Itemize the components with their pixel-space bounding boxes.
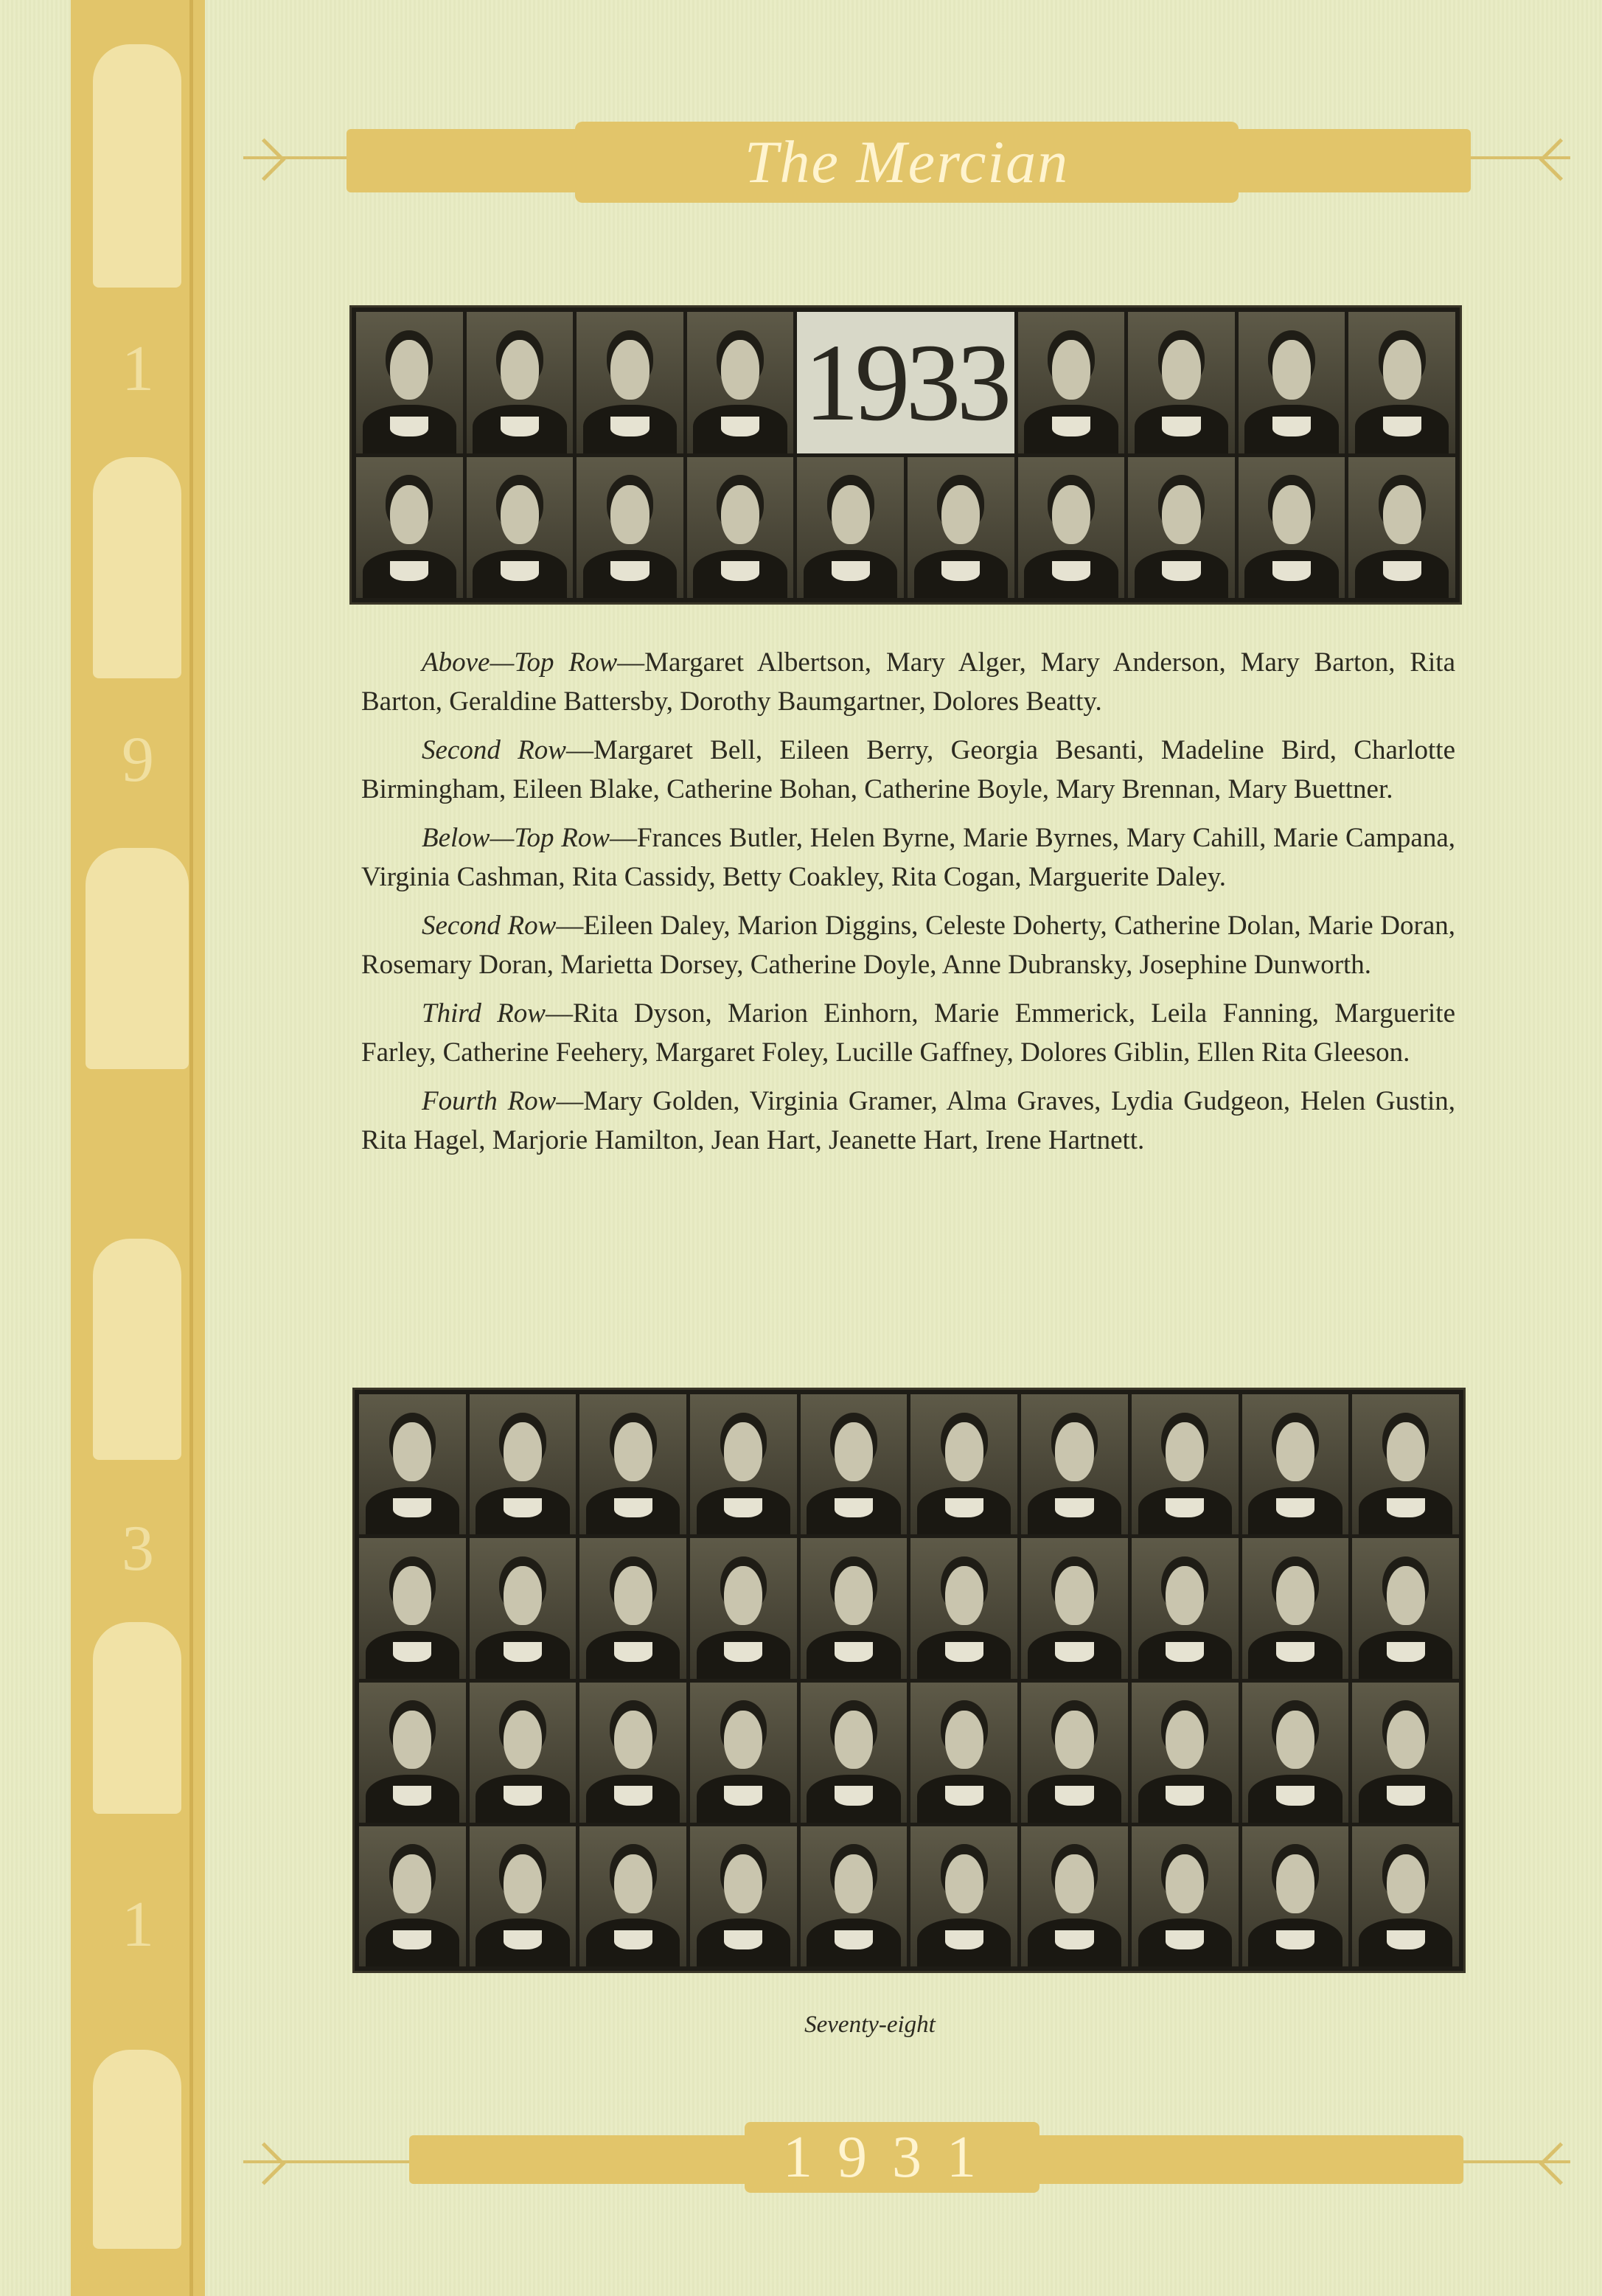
- caption-names: —Mary Golden, Virginia Gramer, Alma Graves, Lydia Gudgeon, Helen Gustin, Rita Hagel, Marjorie Hamilton, Jean Hart, Jeanette Hart, Irene Hartnett.: [361, 1086, 1455, 1155]
- portrait: [359, 1683, 466, 1823]
- caption-names: —Margaret Bell, Eileen Berry, Georgia Besanti, Madeline Bird, Charlotte Birmingham, Eileen Blake, Catherine Bohan, Catherine Boyle, Mary Brennan, Mary Buettner.: [361, 735, 1455, 804]
- caption-paragraph: [361, 906, 1455, 984]
- border-digit-3: 3: [122, 1513, 154, 1584]
- kneeling-figure: [93, 2050, 181, 2249]
- portrait: [801, 1826, 908, 1966]
- portrait: [1132, 1826, 1239, 1966]
- portrait: [470, 1683, 577, 1823]
- portrait: [801, 1394, 908, 1534]
- portrait: [1352, 1683, 1459, 1823]
- border-digit-4: 1: [122, 1889, 154, 1961]
- class-year-label: 1933: [797, 312, 1014, 453]
- portrait: [1348, 457, 1455, 599]
- caption-names: —Frances Butler, Helen Byrne, Marie Byrnes, Mary Cahill, Marie Campana, Virginia Cashman, Rita Cassidy, Betty Coakley, Rita Cogan, Marguerite Daley.: [361, 823, 1456, 892]
- portrait: [470, 1394, 577, 1534]
- portrait: [910, 1826, 1017, 1966]
- portrait: [1021, 1538, 1128, 1678]
- caption-label: Second Row: [422, 735, 566, 765]
- portrait: [687, 312, 794, 453]
- header-right-arrow-icon: [1539, 139, 1582, 181]
- portrait: [910, 1683, 1017, 1823]
- portrait: [690, 1538, 797, 1678]
- portrait: [1239, 312, 1345, 453]
- portrait: [359, 1394, 466, 1534]
- portrait: [690, 1683, 797, 1823]
- portrait: [579, 1538, 686, 1678]
- portrait: [690, 1826, 797, 1966]
- portrait: [356, 457, 463, 599]
- portrait: [1021, 1826, 1128, 1966]
- portrait: [687, 457, 794, 599]
- caption-names: —Rita Dyson, Marion Einhorn, Marie Emmerick, Leila Fanning, Marguerite Farley, Catherine Feehery, Margaret Foley, Lucille Gaffney, Dolores Giblin, Ellen Rita Gleeson.: [361, 998, 1456, 1068]
- portrait: [801, 1538, 908, 1678]
- portrait: [1021, 1394, 1128, 1534]
- portrait: [579, 1394, 686, 1534]
- portrait: [1242, 1538, 1349, 1678]
- page-number: Seventy-eight: [804, 2011, 936, 2038]
- page-title: The Mercian: [575, 122, 1239, 203]
- caption-names: —Margaret Albertson, Mary Alger, Mary Anderson, Mary Barton, Rita Barton, Geraldine Battersby, Dorothy Baumgartner, Dolores Beatty.: [361, 647, 1455, 717]
- caption-names: —Eileen Daley, Marion Diggins, Celeste Doherty, Catherine Dolan, Marie Doran, Rosemary Doran, Marietta Dorsey, Catherine Doyle, Anne Dubransky, Josephine Dunworth.: [361, 911, 1456, 980]
- caption-paragraph: [361, 1082, 1455, 1160]
- portrait: [359, 1538, 466, 1678]
- violinist-figure: [93, 457, 181, 678]
- portrait: [579, 1826, 686, 1966]
- bottom-photo-grid: [359, 1394, 1459, 1966]
- portrait: [1132, 1538, 1239, 1678]
- portrait: [577, 312, 683, 453]
- woman-in-coat-figure: [93, 44, 181, 288]
- portrait: [579, 1683, 686, 1823]
- caption-label: Below—Top Row: [422, 823, 610, 853]
- portrait: [1128, 457, 1235, 599]
- portrait: [1021, 1683, 1128, 1823]
- caption-label: Fourth Row: [422, 1086, 557, 1116]
- portrait: [910, 1394, 1017, 1534]
- portrait: [470, 1826, 577, 1966]
- portrait: [1352, 1538, 1459, 1678]
- footer-right-arrow-icon: [1539, 2143, 1582, 2185]
- portrait: [1018, 312, 1125, 453]
- portrait: [467, 312, 574, 453]
- portrait: [1242, 1826, 1349, 1966]
- caption-paragraph: [361, 643, 1455, 721]
- portrait: [1348, 312, 1455, 453]
- footer-left-arrow-icon: [243, 2143, 286, 2185]
- portrait: [359, 1826, 466, 1966]
- portrait: [1352, 1826, 1459, 1966]
- header-left-arrow-icon: [243, 139, 286, 181]
- portrait: [1132, 1683, 1239, 1823]
- portrait: [1018, 457, 1125, 599]
- portrait: [801, 1683, 908, 1823]
- portrait: [1242, 1394, 1349, 1534]
- portrait: [467, 457, 574, 599]
- caption-paragraph: [361, 818, 1455, 897]
- portrait: [1132, 1394, 1239, 1534]
- captions: [361, 643, 1455, 1169]
- girl-with-teapot-figure: [93, 1239, 181, 1460]
- dancer-with-fan-figure: [86, 848, 189, 1069]
- portrait: [577, 457, 683, 599]
- bottom-photo-block: [352, 1388, 1466, 1973]
- portrait: [1239, 457, 1345, 599]
- portrait: [797, 457, 904, 599]
- portrait: [1242, 1683, 1349, 1823]
- left-decorative-border: [71, 0, 205, 2296]
- portrait: [356, 312, 463, 453]
- border-digit-2: 9: [122, 724, 154, 796]
- caption-label: Above—Top Row: [422, 647, 618, 678]
- portrait: [690, 1394, 797, 1534]
- top-photo-grid: [356, 312, 1455, 598]
- portrait: [470, 1538, 577, 1678]
- top-photo-block: [349, 305, 1462, 605]
- portrait: [910, 1538, 1017, 1678]
- caption-label: Second Row: [422, 911, 557, 941]
- caption-label: Third Row: [422, 998, 546, 1029]
- caption-paragraph: [361, 731, 1455, 809]
- border-digit-1: 1: [122, 333, 154, 405]
- portrait: [908, 457, 1014, 599]
- caption-paragraph: [361, 994, 1455, 1072]
- athlete-figure: [93, 1622, 181, 1814]
- portrait: [1128, 312, 1235, 453]
- portrait: [1352, 1394, 1459, 1534]
- footer-year: 1931: [745, 2122, 1039, 2193]
